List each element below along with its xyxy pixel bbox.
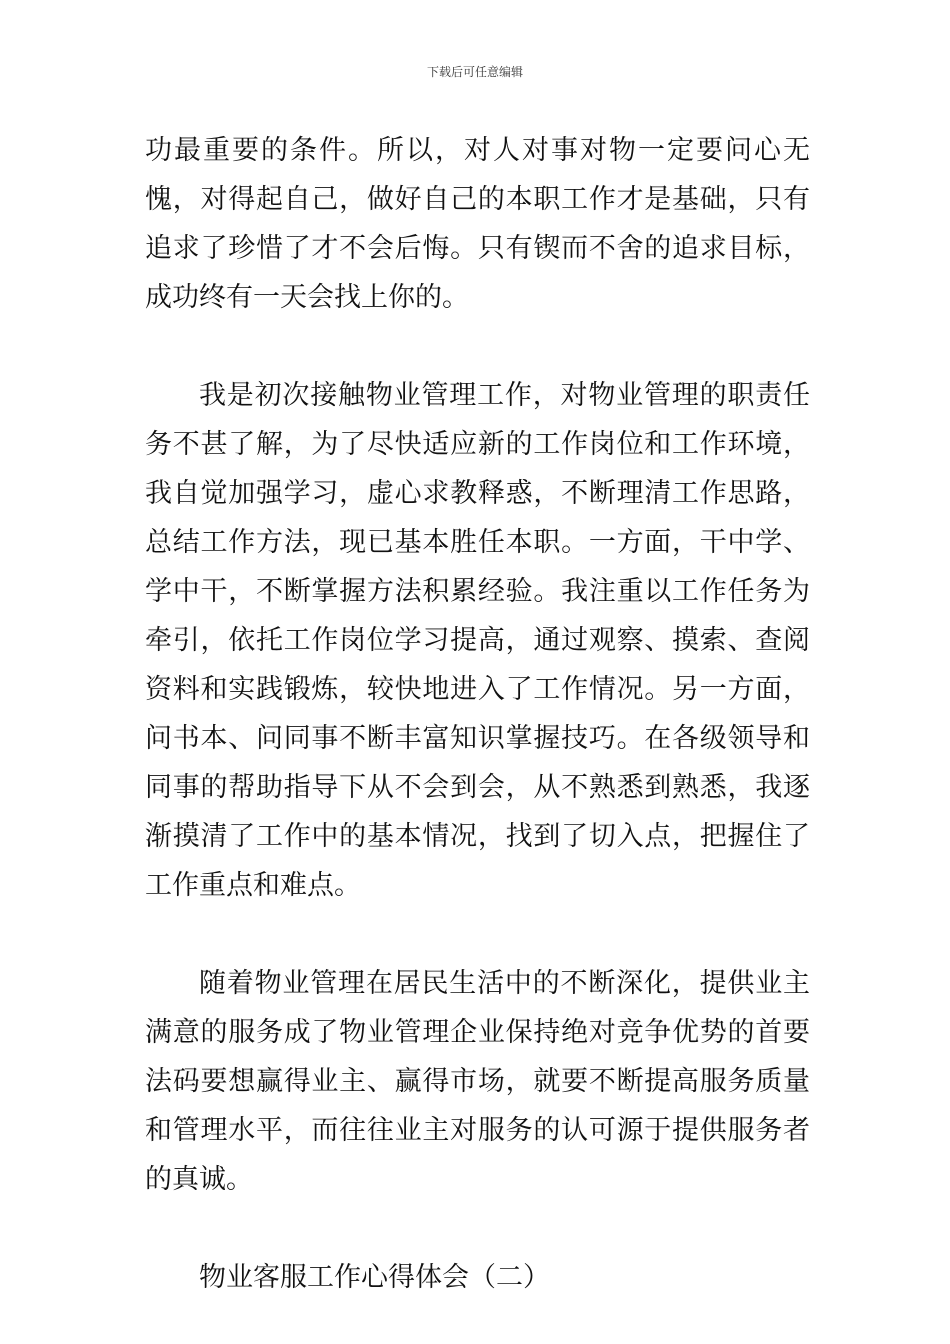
paragraph-service: 随着物业管理在居民生活中的不断深化，提供业主满意的服务成了物业管理企业保持绝对竞争优势的首要法码要想赢得业主、赢得市场，就要不断提高服务质量和管理水平，而往往业主对服务的认可源于提供服务者的真诚。 (145, 968, 810, 1195)
page-header: 下载后可任意编辑 (426, 65, 523, 79)
section-heading: 物业客服工作心得体会（二） (199, 1262, 550, 1293)
paragraph-learning: 我是初次接触物业管理工作，对物业管理的职责任务不甚了解，为了尽快适应新的工作岗位和工作环境，我自觉加强学习，虚心求教释惑，不断理清工作思路，总结工作方法，现已基本胜任本职。一方面，干中学、学中干，不断掌握方法积累经验。我注重以工作任务为牵引，依托工作岗位学习提高，通过观察、摸索、查阅资料和实践锻炼，较快地进入了工作情况。另一方面，问书本、问同事不断丰富知识掌握技巧。在各级领导和同事的帮助指导下从不会到会，从不熟悉到熟悉，我逐渐摸清了工作中的基本情况，找到了切入点，把握住了工作重点和难点。 (145, 380, 810, 901)
paragraph-continuation: 功最重要的条件。所以，对人对事对物一定要问心无愧，对得起自己，做好自己的本职工作才是基础，只有追求了珍惜了才不会后悔。只有锲而不舍的追求目标，成功终有一天会找上你的。 (145, 135, 810, 313)
document-body (145, 126, 810, 1302)
